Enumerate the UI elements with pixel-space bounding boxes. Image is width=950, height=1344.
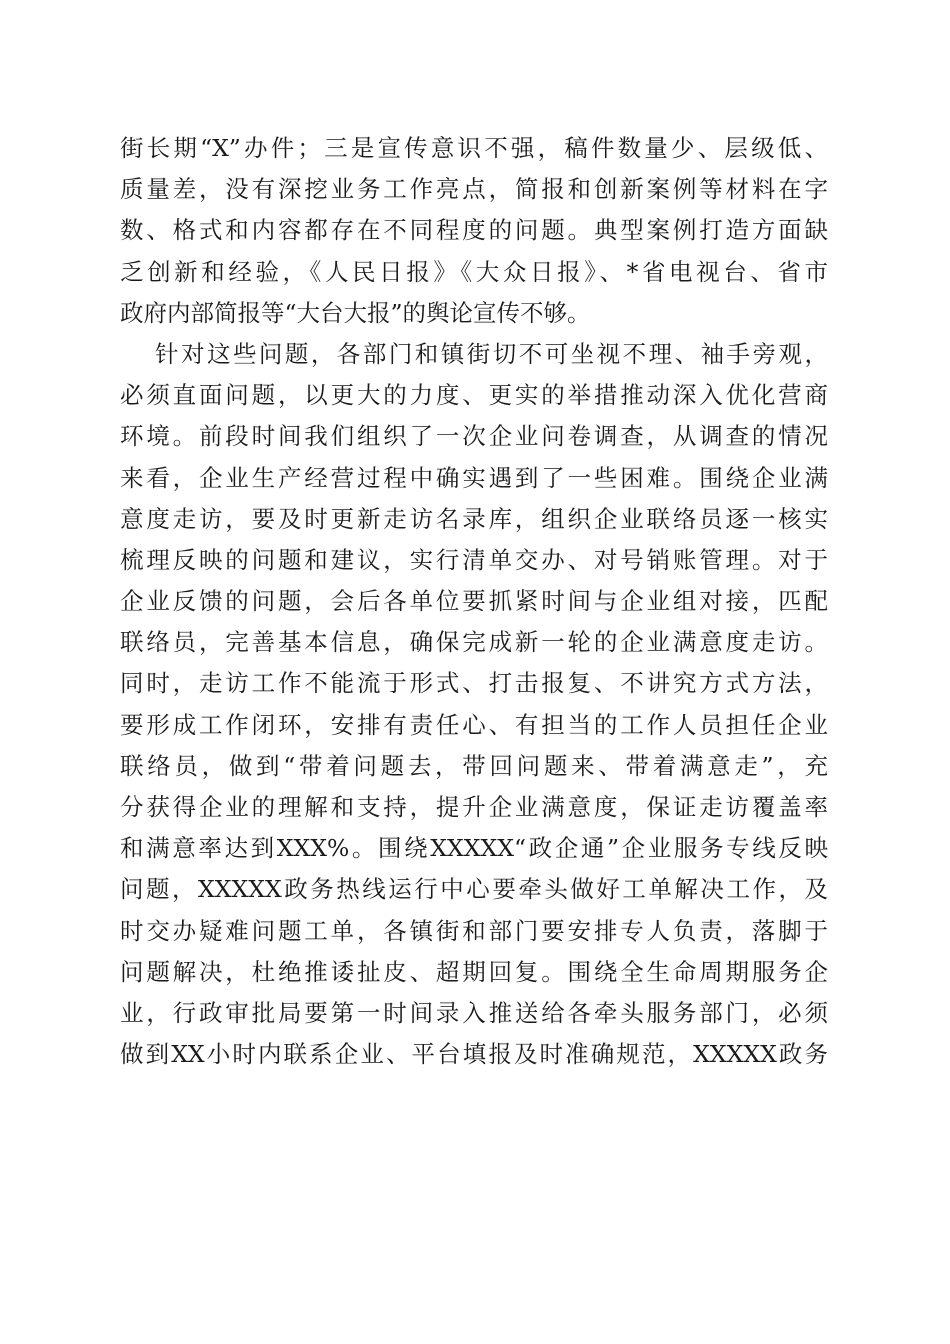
text-line: 针对这些问题，各部门和镇街切不可坐视不理、袖手旁观， [155,339,828,368]
text-line: 街长期“X”办件；三是宣传意识不强，稿件数量少、层级低、 [120,134,828,162]
text-line: 政府内部简报等“大台大报”的舆论宣传不够。 [120,298,591,327]
text-line: 梳理反映的问题和建议，实行清单交办、对号销账管理。对于 [120,545,828,574]
text-line: 分获得企业的理解和支持，提升企业满意度，保证走访覆盖率 [120,793,828,821]
text-line: 环境。前段时间我们组织了一次企业问卷调查，从调查的情况 [120,422,828,451]
text-line: 和满意率达到XXX%。围绕XXXXX“政企通”企业服务专线反映 [120,834,828,863]
text-line: 乏创新和经验，《人民日报》《大众日报》、*省电视台、省市 [120,257,828,286]
text-line: 质量差，没有深挖业务工作亮点，简报和创新案例等材料在字 [120,175,828,204]
text-line: 联络员，做到“带着问题去，带回问题来、带着满意走”，充 [120,751,828,780]
text-line: 同时，走访工作不能流于形式、打击报复、不讲究方式方法， [120,669,828,698]
text-line: 做到XX小时内联系企业、平台填报及时准确规范，XXXXX政务 [120,1040,828,1069]
text-line: 企业反馈的问题，会后各单位要抓紧时间与企业组对接，匹配 [120,587,828,616]
paragraph-1 [120,128,828,334]
text-line: 来看，企业生产经营过程中确实遇到了一些困难。围绕企业满 [120,463,828,492]
text-line: 时交办疑难问题工单，各镇街和部门要安排专人负责，落脚于 [120,916,828,945]
text-line: 必须直面问题，以更大的力度、更实的举措推动深入优化营商 [120,381,828,410]
document-body [120,128,828,1075]
text-line: 要形成工作闭环，安排有责任心、有担当的工作人员担任企业 [120,710,828,739]
text-line: 问题，XXXXX政务热线运行中心要牵头做好工单解决工作，及 [120,875,828,904]
text-line: 问题解决，杜绝推诿扯皮、超期回复。围绕全生命周期服务企 [120,957,828,986]
text-line: 业，行政审批局要第一时间录入推送给各牵头服务部门，必须 [120,998,828,1027]
text-line: 数、格式和内容都存在不同程度的问题。典型案例打造方面缺 [120,216,828,245]
paragraph-2 [120,334,828,1075]
text-line: 联络员，完善基本信息，确保完成新一轮的企业满意度走访。 [120,628,828,657]
text-line: 意度走访，要及时更新走访名录库，组织企业联络员逐一核实 [120,504,828,533]
